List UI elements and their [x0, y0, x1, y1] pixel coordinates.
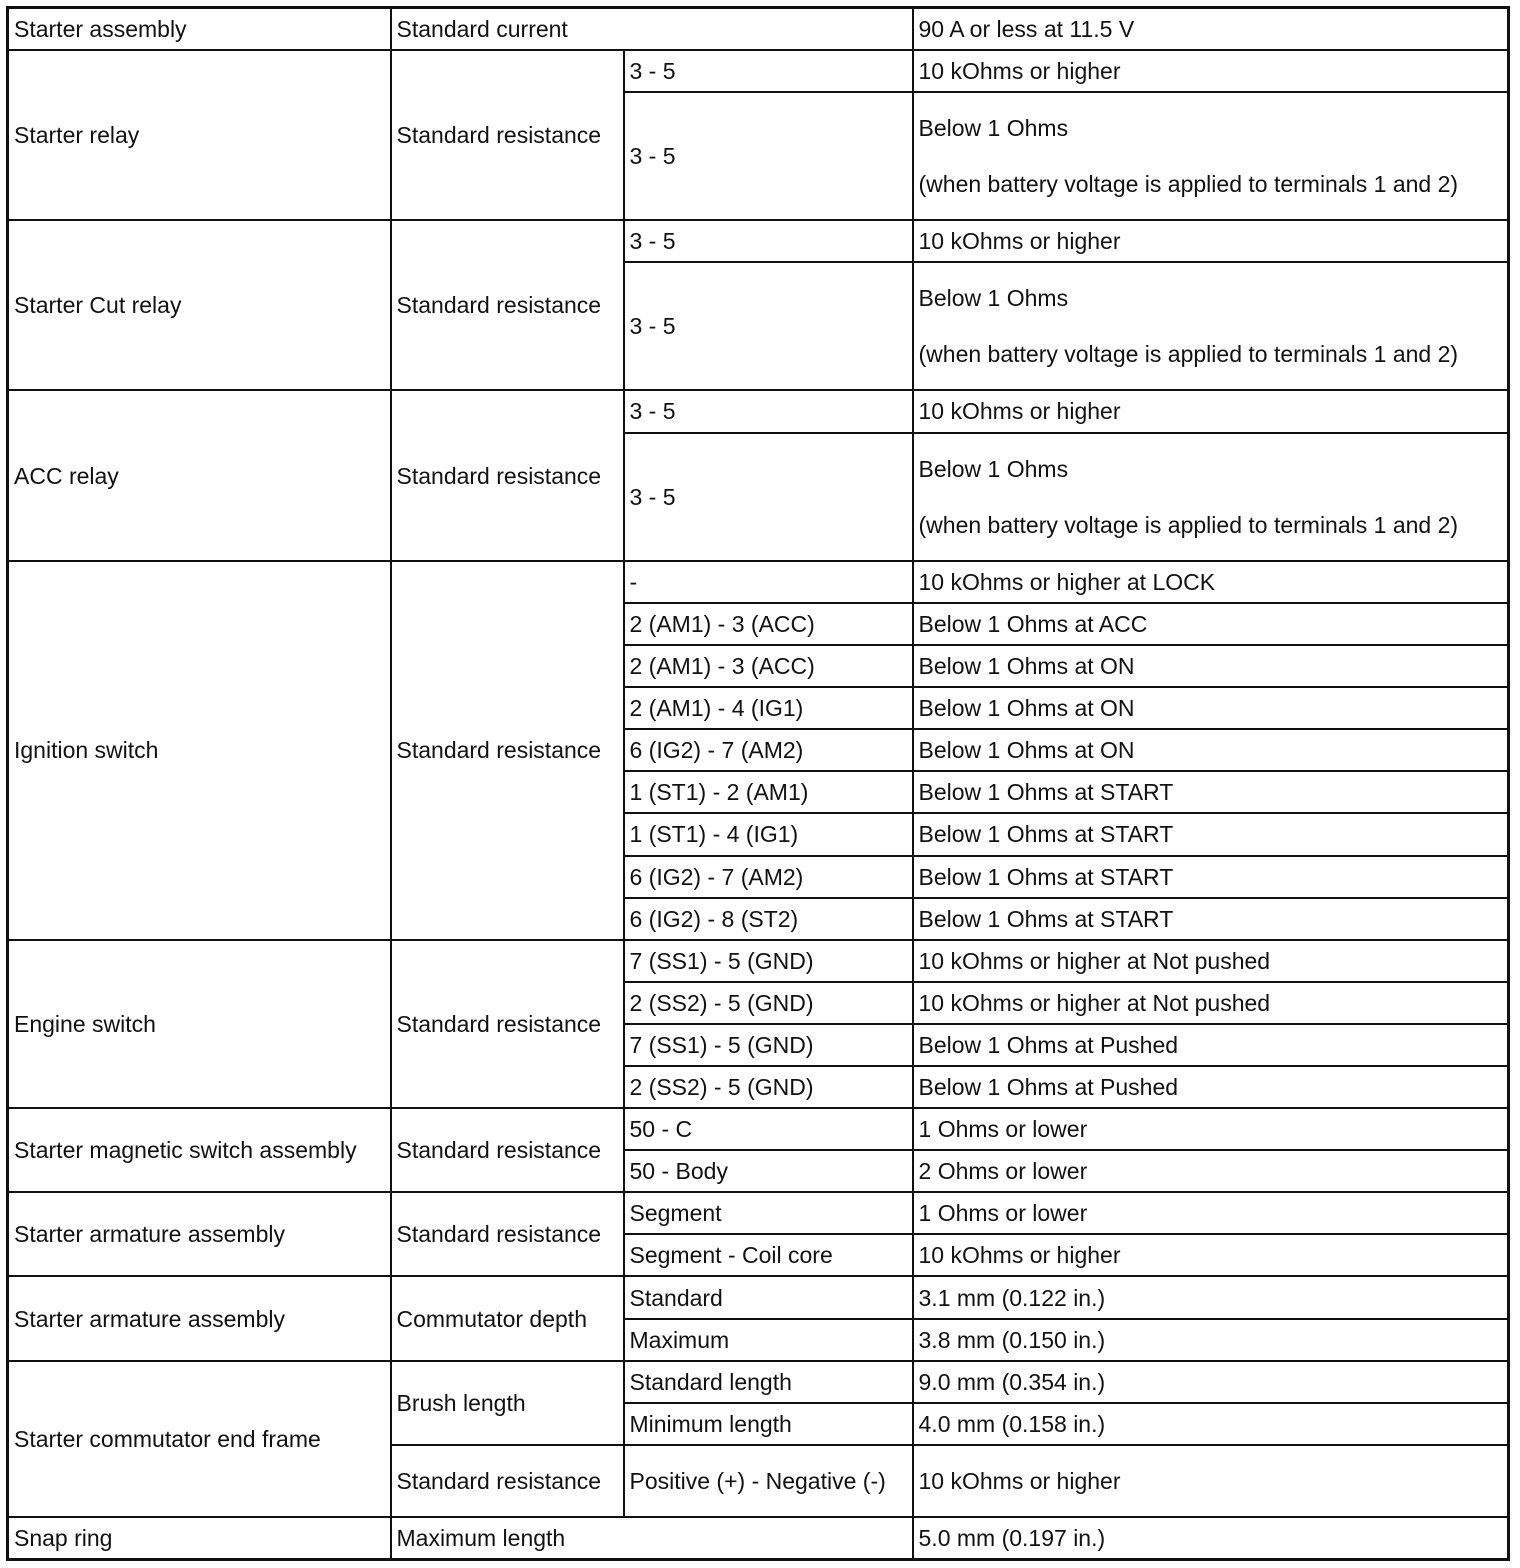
value-cell: 3.8 mm (0.150 in.) — [913, 1319, 1509, 1361]
value-cell: Below 1 Ohms at ON — [913, 687, 1509, 729]
parameter-cell: Standard resistance — [391, 390, 624, 560]
terminal-cell: 7 (SS1) - 5 (GND) — [624, 1024, 913, 1066]
parameter-cell: Standard resistance — [391, 561, 624, 940]
value-cell: 2 Ohms or lower — [913, 1150, 1509, 1192]
component-cell: Engine switch — [8, 940, 391, 1108]
terminal-cell: Segment — [624, 1192, 913, 1234]
component-cell: Starter magnetic switch assembly — [8, 1108, 391, 1192]
terminal-cell: 6 (IG2) - 7 (AM2) — [624, 856, 913, 898]
value-cell: Below 1 Ohms at Pushed — [913, 1024, 1509, 1066]
value-cell: 90 A or less at 11.5 V — [913, 8, 1509, 50]
condition-note: (when battery voltage is applied to terminals 1 and 2) — [918, 341, 1459, 368]
terminal-cell: - — [624, 561, 913, 603]
value-cell: 4.0 mm (0.158 in.) — [913, 1403, 1509, 1445]
parameter-cell: Standard current — [391, 8, 913, 50]
value-cell — [913, 262, 1509, 390]
parameter-cell: Commutator depth — [391, 1276, 624, 1360]
table-row — [8, 1361, 1509, 1403]
value-cell: 1 Ohms or lower — [913, 1192, 1509, 1234]
component-cell: Starter armature assembly — [8, 1276, 391, 1360]
terminal-cell: 3 - 5 — [624, 262, 913, 390]
condition-note: (when battery voltage is applied to terminals 1 and 2) — [918, 511, 1459, 538]
terminal-cell: Positive (+) - Negative (-) — [624, 1445, 913, 1517]
terminal-cell: 3 - 5 — [624, 220, 913, 262]
terminal-cell: 2 (AM1) - 4 (IG1) — [624, 687, 913, 729]
value-cell: 10 kOhms or higher at Not pushed — [913, 982, 1509, 1024]
value-cell: Below 1 Ohms at START — [913, 856, 1509, 898]
value-cell: Below 1 Ohms at Pushed — [913, 1066, 1509, 1108]
table-row — [8, 561, 1509, 603]
value-text: Below 1 Ohms — [918, 114, 1069, 141]
terminal-cell: 6 (IG2) - 8 (ST2) — [624, 898, 913, 940]
terminal-cell: 3 - 5 — [624, 50, 913, 92]
value-cell: 10 kOhms or higher at LOCK — [913, 561, 1509, 603]
component-cell: Snap ring — [8, 1517, 391, 1560]
terminal-cell: 2 (AM1) - 3 (ACC) — [624, 603, 913, 645]
component-cell: Starter Cut relay — [8, 220, 391, 390]
table-row — [8, 390, 1509, 432]
table-row — [8, 1276, 1509, 1318]
terminal-cell: Segment - Coil core — [624, 1234, 913, 1276]
terminal-cell: 3 - 5 — [624, 390, 913, 432]
table-row — [8, 940, 1509, 982]
terminal-cell: 1 (ST1) - 2 (AM1) — [624, 771, 913, 813]
component-cell: Starter armature assembly — [8, 1192, 391, 1276]
terminal-cell: 2 (AM1) - 3 (ACC) — [624, 645, 913, 687]
value-text: Below 1 Ohms — [918, 455, 1069, 482]
table-row — [8, 1192, 1509, 1234]
component-cell: Starter relay — [8, 50, 391, 220]
value-text: Below 1 Ohms — [918, 285, 1069, 312]
value-cell: 10 kOhms or higher — [913, 50, 1509, 92]
parameter-cell: Standard resistance — [391, 220, 624, 390]
starter-specifications-table — [6, 6, 1510, 1561]
component-cell: Starter assembly — [8, 8, 391, 50]
parameter-cell: Standard resistance — [391, 50, 624, 220]
value-cell: Below 1 Ohms at ON — [913, 645, 1509, 687]
parameter-cell: Standard resistance — [391, 1192, 624, 1276]
terminal-cell: 2 (SS2) - 5 (GND) — [624, 982, 913, 1024]
value-cell: Below 1 Ohms at START — [913, 813, 1509, 855]
terminal-cell: Minimum length — [624, 1403, 913, 1445]
table-row — [8, 1517, 1509, 1560]
value-cell: 10 kOhms or higher — [913, 1445, 1509, 1517]
value-cell — [913, 433, 1509, 561]
value-cell: Below 1 Ohms at ACC — [913, 603, 1509, 645]
value-cell: 10 kOhms or higher at Not pushed — [913, 940, 1509, 982]
table-row — [8, 50, 1509, 92]
terminal-cell: 3 - 5 — [624, 433, 913, 561]
value-cell: 3.1 mm (0.122 in.) — [913, 1276, 1509, 1318]
value-cell: Below 1 Ohms at START — [913, 898, 1509, 940]
terminal-cell: 3 - 5 — [624, 92, 913, 220]
terminal-cell: 1 (ST1) - 4 (IG1) — [624, 813, 913, 855]
component-cell: Ignition switch — [8, 561, 391, 940]
parameter-cell: Standard resistance — [391, 940, 624, 1108]
table-row — [8, 220, 1509, 262]
table-row — [8, 1108, 1509, 1150]
terminal-cell: 50 - Body — [624, 1150, 913, 1192]
value-cell — [913, 92, 1509, 220]
parameter-cell: Standard resistance — [391, 1445, 624, 1517]
terminal-cell: Maximum — [624, 1319, 913, 1361]
value-cell: 9.0 mm (0.354 in.) — [913, 1361, 1509, 1403]
terminal-cell: Standard — [624, 1276, 913, 1318]
value-cell: 10 kOhms or higher — [913, 220, 1509, 262]
value-cell: 10 kOhms or higher — [913, 390, 1509, 432]
value-cell: 1 Ohms or lower — [913, 1108, 1509, 1150]
component-cell: ACC relay — [8, 390, 391, 560]
terminal-cell: 50 - C — [624, 1108, 913, 1150]
parameter-cell: Brush length — [391, 1361, 624, 1445]
terminal-cell: 6 (IG2) - 7 (AM2) — [624, 729, 913, 771]
terminal-cell: 2 (SS2) - 5 (GND) — [624, 1066, 913, 1108]
value-cell: 10 kOhms or higher — [913, 1234, 1509, 1276]
terminal-cell: 7 (SS1) - 5 (GND) — [624, 940, 913, 982]
value-cell: Below 1 Ohms at START — [913, 771, 1509, 813]
value-cell: Below 1 Ohms at ON — [913, 729, 1509, 771]
terminal-cell: Standard length — [624, 1361, 913, 1403]
component-cell: Starter commutator end frame — [8, 1361, 391, 1517]
value-cell: 5.0 mm (0.197 in.) — [913, 1517, 1509, 1560]
condition-note: (when battery voltage is applied to terminals 1 and 2) — [918, 170, 1459, 197]
parameter-cell: Maximum length — [391, 1517, 913, 1560]
parameter-cell: Standard resistance — [391, 1108, 624, 1192]
table-row — [8, 8, 1509, 50]
